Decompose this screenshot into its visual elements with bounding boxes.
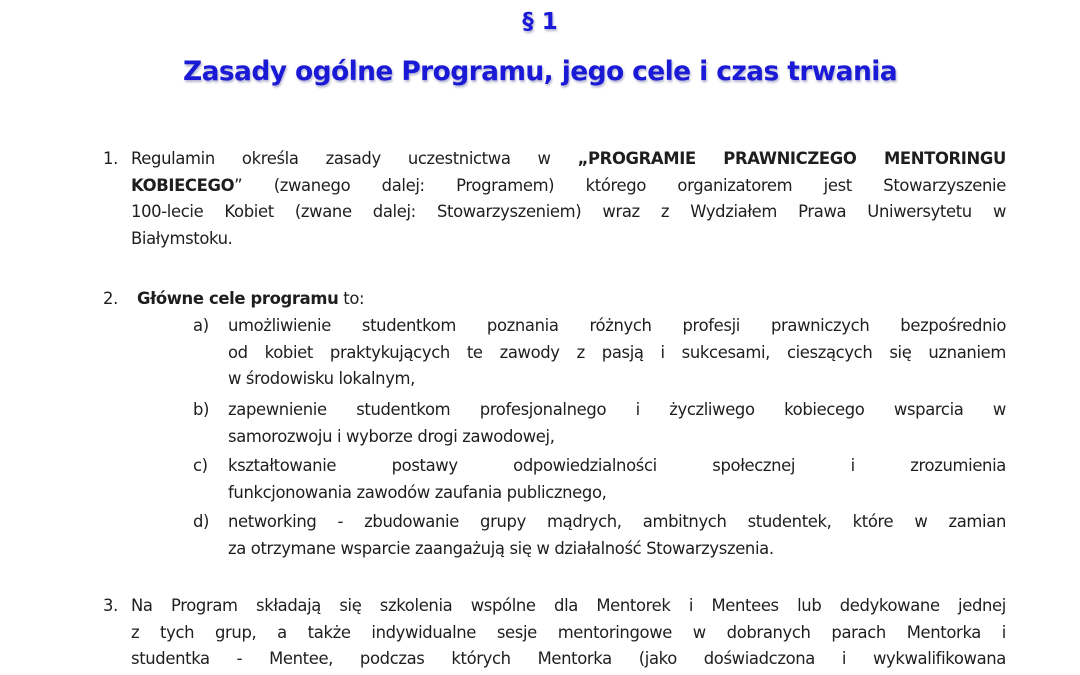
sub-item-c bbox=[228, 453, 1006, 506]
sub-item-letter: a) bbox=[193, 316, 209, 335]
sub-item-b bbox=[228, 397, 1006, 450]
text-line bbox=[137, 286, 1012, 313]
program-name-bold: KOBIECEGO bbox=[131, 175, 235, 195]
text-line bbox=[131, 173, 1006, 200]
text-line: Na Program składają się szkolenia wspólne dla Mentorek i Mentees lub dedykowane jednej bbox=[131, 596, 1006, 615]
text-line: funkcjonowania zawodów zaufania publicznego, bbox=[228, 482, 607, 502]
text-run: ” (zwanego dalej: Programem) którego organizatorem jest Stowarzyszenie bbox=[234, 175, 1006, 195]
text-line: od kobiet praktykujących te zawody z pasją i sukcesami, cieszących się uznaniem bbox=[228, 342, 1006, 362]
goals-heading-bold: Główne cele programu bbox=[137, 289, 339, 308]
list-item-1 bbox=[131, 146, 1006, 252]
text-line: z tych grup, a także indywidualne sesje mentoringowe w dobranych parach Mentorka i bbox=[131, 622, 1006, 642]
program-name-bold: „PROGRAMIE PRAWNICZEGO MENTORINGU bbox=[577, 149, 1006, 168]
text-line bbox=[131, 146, 1006, 173]
sub-item-a bbox=[228, 313, 1006, 393]
text-line: samorozwoju i wyborze drogi zawodowej, bbox=[228, 426, 555, 446]
item-number: 3. bbox=[103, 596, 118, 615]
item-number: 1. bbox=[103, 149, 118, 168]
text-line: Białymstoku. bbox=[131, 228, 233, 248]
text-run: Regulamin określa zasady uczestnictwa w bbox=[131, 149, 578, 168]
text-line: za otrzymane wsparcie zaangażują się w działalność Stowarzyszenia. bbox=[228, 538, 774, 558]
text-line: studentka - Mentee, podczas których Mentorka (jako doświadczona i wykwalifikowana bbox=[131, 649, 1006, 669]
text-line: 100-lecie Kobiet (zwane dalej: Stowarzyszeniem) wraz z Wydziałem Prawa Uniwersytetu w bbox=[131, 202, 1006, 222]
sub-item-d bbox=[228, 509, 1006, 562]
list-item-2 bbox=[137, 286, 1012, 313]
list-item-3 bbox=[131, 593, 1006, 673]
sub-item-letter: d) bbox=[193, 512, 210, 531]
section-mark: § 1 bbox=[522, 9, 558, 35]
text-line: umożliwienie studentkom poznania różnych profesji prawniczych bezpośrednio bbox=[228, 316, 1006, 335]
text-line: w środowisku lokalnym, bbox=[228, 369, 416, 389]
section-title: Zasady ogólne Programu, jego cele i czas trwania bbox=[182, 56, 897, 87]
item-number: 2. bbox=[103, 289, 118, 308]
sub-item-letter: c) bbox=[193, 456, 208, 475]
text-line: networking - zbudowanie grupy mądrych, ambitnych studentek, które w zamian bbox=[228, 512, 1006, 531]
sub-item-letter: b) bbox=[193, 400, 210, 419]
text-line: kształtowanie postawy odpowiedzialności społecznej i zrozumienia bbox=[228, 456, 1006, 475]
text-run: to: bbox=[338, 289, 365, 308]
text-line: zapewnienie studentkom profesjonalnego i życzliwego kobiecego wsparcia w bbox=[228, 400, 1006, 419]
